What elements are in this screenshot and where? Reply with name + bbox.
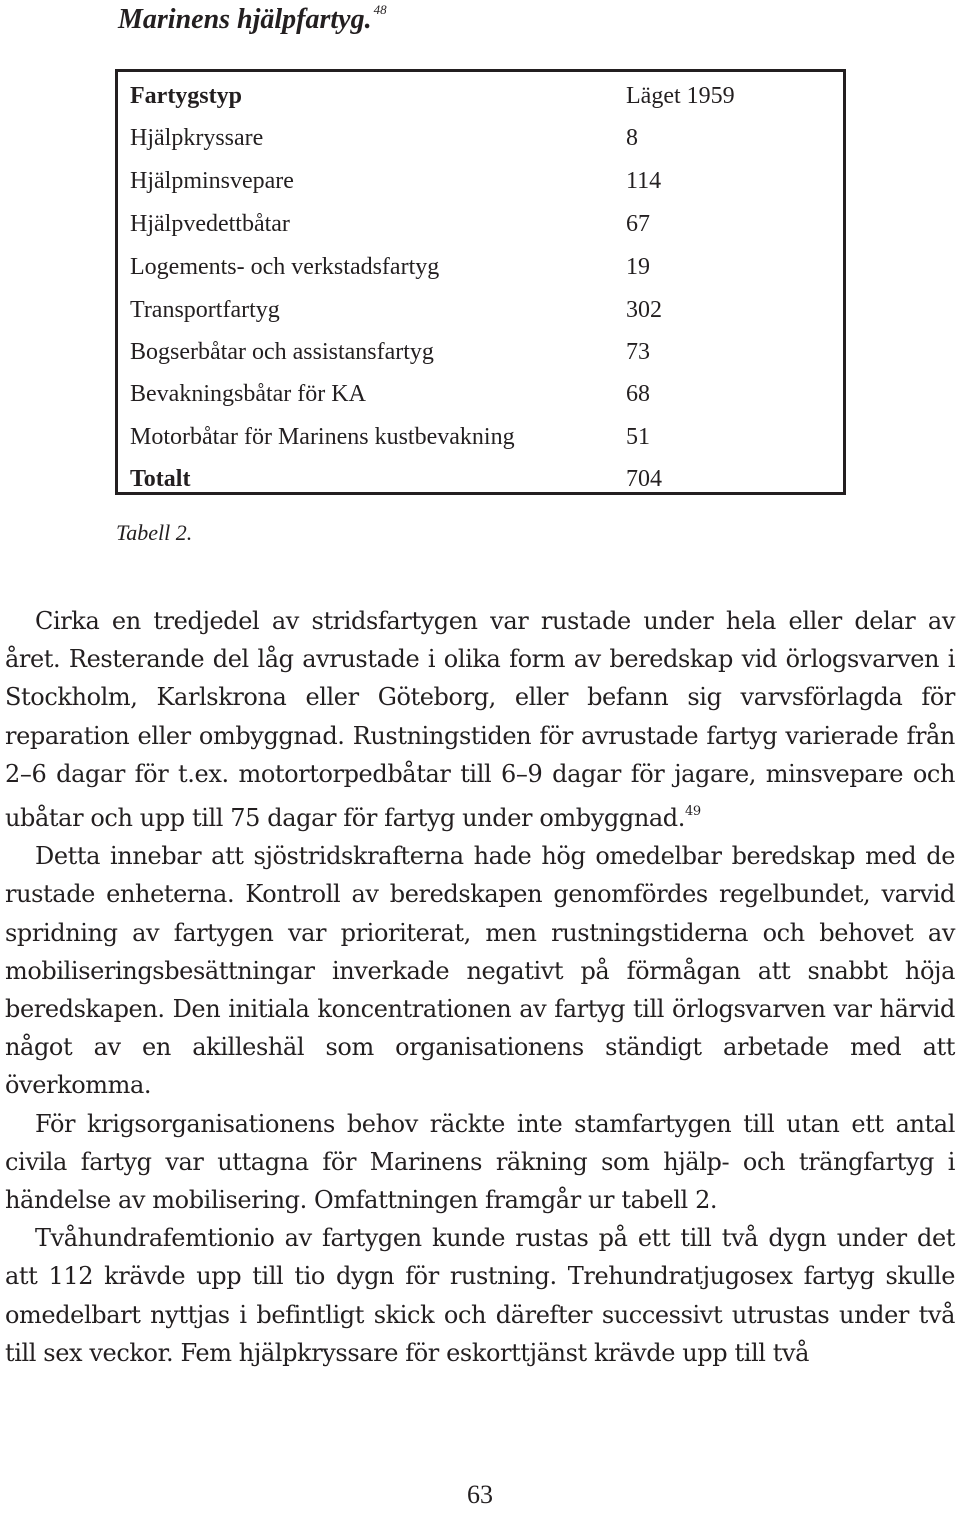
vessel-type-cell: Bogserbåtar och assistansfartyg: [130, 339, 434, 365]
paragraph: [5, 602, 955, 837]
table-header-row: [118, 75, 843, 117]
vessel-count-cell: 68: [626, 381, 650, 407]
total-count: 704: [626, 466, 662, 492]
table-total-row: [118, 458, 843, 500]
table-row: [118, 416, 843, 458]
page-number: 63: [467, 1480, 493, 1509]
paragraph: Tvåhundrafemtionio av fartygen kunde rustas på ett till två dygn under det att 112 krävde upp till tio dygn för rustning. Trehundratjugosex fartyg skulle omedelbart nyttjas i befintligt skick och därefter successivt utrustas under två till sex veckor. Fem hjälpkryssare för eskorttjänst krävde upp till två: [5, 1224, 955, 1367]
vessel-count-cell: 73: [626, 339, 650, 365]
paragraph: För krigsorganisationens behov räckte inte stamfartygen till utan ett antal civila fartyg var uttagna för Marinens räkning som hjälp- och trängfartyg i händelse av mobilisering. Omfattningen framgår ur tabell 2.: [5, 1109, 955, 1215]
vessel-count-cell: 8: [626, 125, 638, 151]
vessel-count-cell: 51: [626, 424, 650, 450]
vessel-type-cell: Logements- och verkstadsfartyg: [130, 254, 440, 280]
vessel-type-cell: Transportfartyg: [130, 297, 280, 323]
vessel-type-cell: Hjälpvedettbåtar: [130, 211, 290, 237]
vessel-table: [115, 69, 846, 495]
table-row: [118, 331, 843, 373]
vessel-count-cell: 19: [626, 254, 650, 280]
table-row: [118, 373, 843, 415]
vessel-count-cell: 67: [626, 211, 650, 237]
paragraph: Detta innebar att sjöstridskrafterna hade hög omedelbar beredskap med de rustade enheterna. Kontroll av beredskapen genomfördes regelbundet, varvid spridning av fartygen var prioriterat, men rustningstiderna och behovet av mobiliseringsbesättningar inverkade negativt på förmågan att snabbt höja beredskapen. Den initiala koncentrationen av fartyg till örlogsvarven var härvid något av en akilleshäl som organisationens ständigt arbetade med att överkomma.: [5, 842, 955, 1100]
footnote-ref-49: 49: [684, 804, 701, 820]
total-label: Totalt: [130, 466, 191, 492]
table-row: [118, 117, 843, 159]
table-row: [118, 246, 843, 288]
vessel-count-cell: 114: [626, 168, 662, 194]
table-row: [118, 160, 843, 202]
vessel-type-cell: Bevakningsbåtar för KA: [130, 381, 366, 407]
vessel-type-cell: Hjälpkryssare: [130, 125, 264, 151]
section-title: Marinens hjälpfartyg.: [118, 4, 372, 35]
vessel-count-cell: 302: [626, 297, 662, 323]
footnote-ref-48: 48: [373, 2, 387, 17]
table-caption: Tabell 2.: [116, 520, 193, 545]
paragraph-text: Cirka en tredjedel av stridsfartygen var rustade under hela eller delar av året. Resterande del låg avrustade i olika form av beredskap vid örlogsvarven i Stockholm, Karlskrona eller Göteborg, eller befann sig varvsförlagda för reparation eller ombyggnad. Rustningstiden för avrustade fartyg varierade från 2–6 dagar för t.ex. motortorpedbåtar till 6–9 dagar för jagare, minsvepare och ubåtar och upp till 75 dagar för fartyg under ombyggnad.: [5, 607, 955, 833]
table-row: [118, 203, 843, 245]
vessel-type-cell: Motorbåtar för Marinens kustbevakning: [130, 424, 515, 450]
table-row: [118, 289, 843, 331]
body-text: [5, 602, 955, 1372]
section-heading: [118, 2, 387, 36]
header-vessel-type: Fartygstyp: [130, 83, 242, 109]
header-count: Läget 1959: [626, 83, 735, 109]
vessel-type-cell: Hjälpminsvepare: [130, 168, 294, 194]
